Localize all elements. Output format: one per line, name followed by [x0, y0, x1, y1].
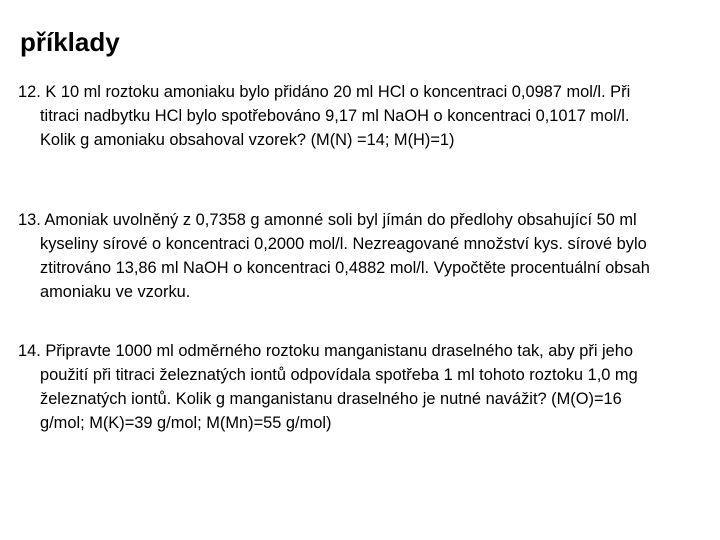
problem-12 — [18, 80, 716, 152]
slide-title: příklady — [20, 27, 120, 57]
problem-13-line-3: ztitrováno 13,86 ml NaOH o koncentraci 0,4882 mol/l. Vypočtěte procentuální obsah — [40, 259, 650, 277]
problem-13-line-2: kyseliny sírové o koncentraci 0,2000 mol/l. Nezreagované množství kys. sírové bylo — [40, 235, 647, 253]
problem-13-line-4: amoniaku ve vzorku. — [40, 283, 191, 301]
problem-14-line-2: použití při titraci železnatých iontů odpovídala spotřeba 1 ml tohoto roztoku 1,0 mg — [40, 366, 638, 384]
problem-12-line-3: Kolik g amoniaku obsahoval vzorek? (M(N) =14; M(H)=1) — [40, 131, 455, 149]
problem-14-line-3: železnatých iontů. Kolik g manganistanu draselného je nutné navážit? (M(O)=16 — [40, 390, 622, 408]
problem-14-line-4: g/mol; M(K)=39 g/mol; M(Mn)=55 g/mol) — [40, 414, 332, 432]
problem-14 — [18, 339, 716, 435]
problem-14-line-1: 14. Připravte 1000 ml odměrného roztoku manganistanu draselného tak, aby při jeho — [18, 342, 634, 360]
problem-13-line-1: 13. Amoniak uvolněný z 0,7358 g amonné soli byl jímán do předlohy obsahující 50 ml — [18, 211, 637, 229]
problem-12-line-2: titraci nadbytku HCl bylo spotřebováno 9,17 ml NaOH o koncentraci 0,1017 mol/l. — [40, 107, 630, 125]
problem-13 — [18, 208, 716, 304]
problem-12-line-1: 12. K 10 ml roztoku amoniaku bylo přidáno 20 ml HCl o koncentraci 0,0987 mol/l. Při — [18, 83, 631, 101]
